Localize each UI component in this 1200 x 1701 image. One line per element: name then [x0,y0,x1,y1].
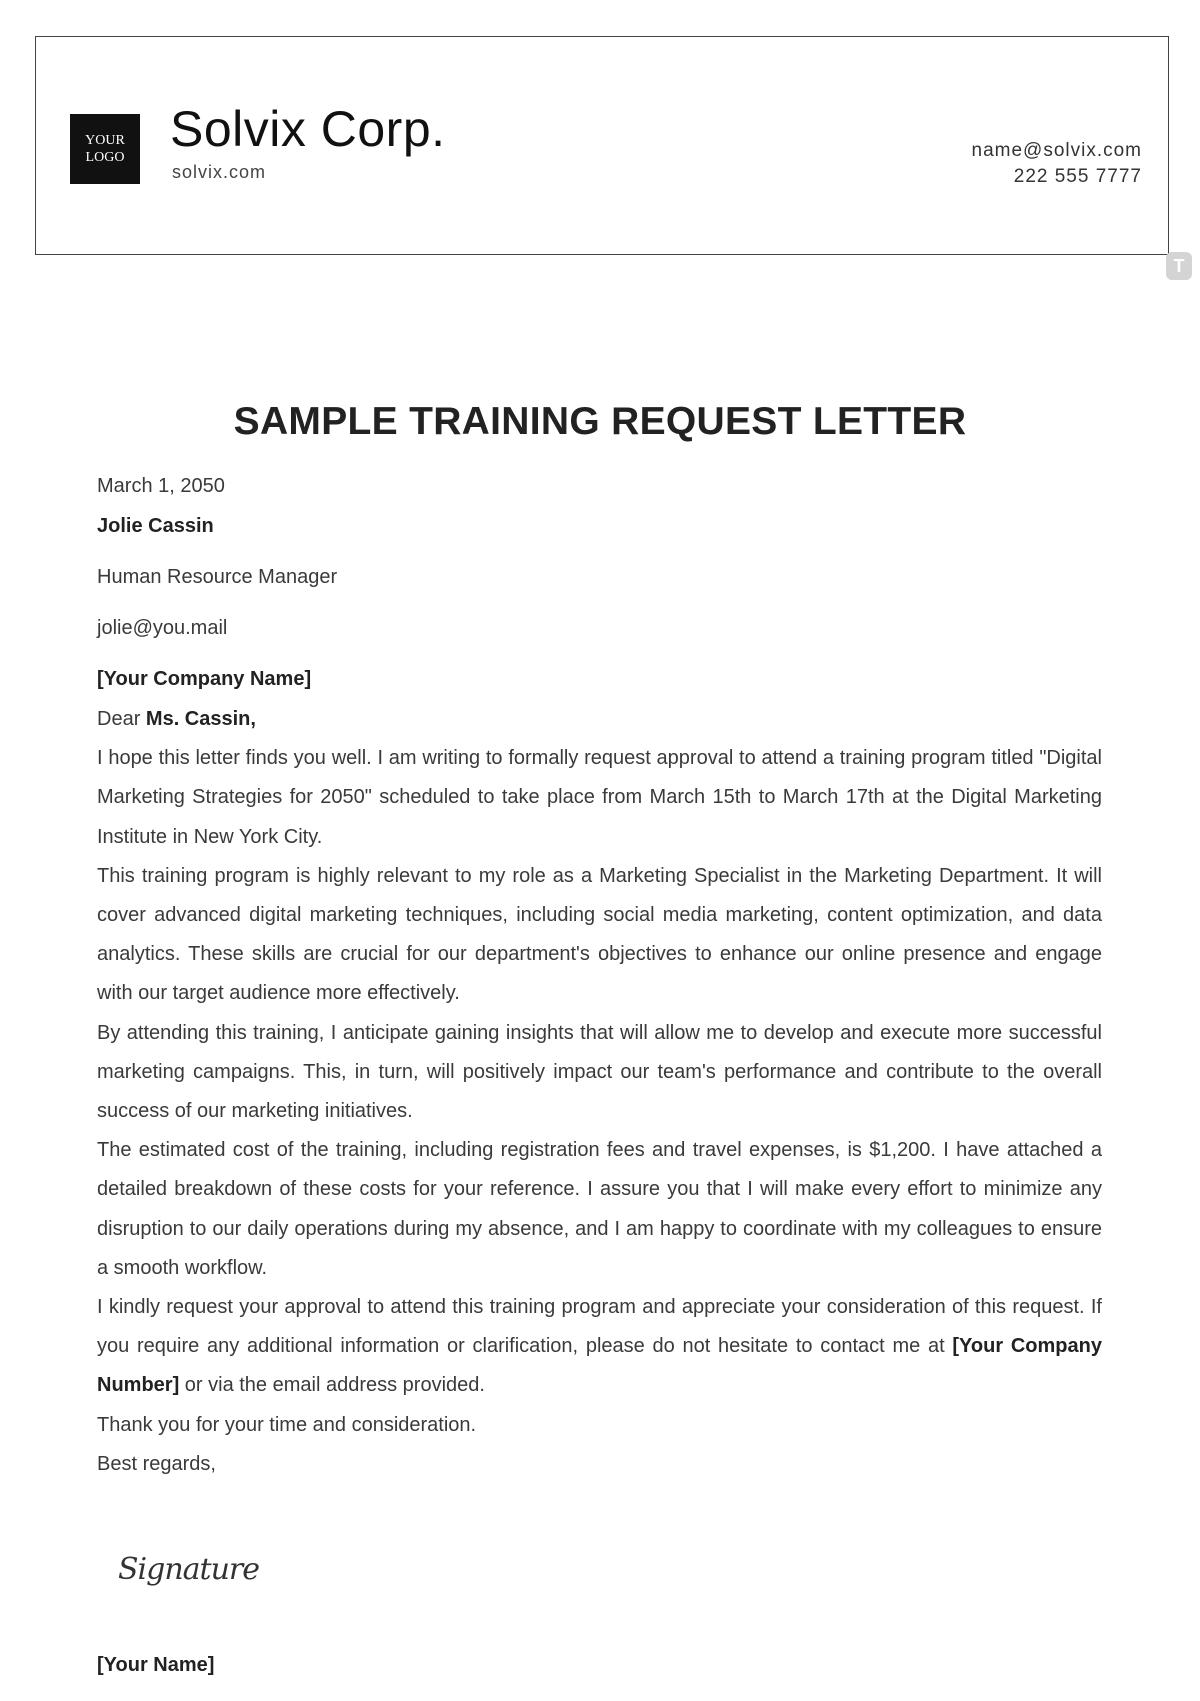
salutation [97,700,1102,739]
logo-placeholder [70,114,140,184]
page-title: SAMPLE TRAINING REQUEST LETTER [233,400,967,443]
paragraph [97,1288,1102,1406]
paragraph: The estimated cost of the training, including registration fees and travel expenses, is $1,200. I have attached a detailed breakdown of these costs for your reference. I assure you that I will make every effort to minimize any disruption to our daily operations during my absence, and I am happy to coordinate with my colleagues to ensure a smooth workflow. [97,1139,1102,1279]
company-website: solvix.com [172,162,267,182]
company-number-placeholder: [Your Company Number] [97,1335,1102,1397]
sender-name: [Your Name] [97,1654,215,1676]
company-phone: 222 555 7777 [1013,166,1142,187]
signature: Signature [118,1552,260,1587]
text-tool-icon[interactable]: T [1166,252,1192,280]
paragraph: This training program is highly relevant to my role as a Marketing Specialist in the Marketing Department. It will cover advanced digital marketing techniques, including social media marketing, content optimization, and data analytics. These skills are crucial for our department's objectives to enhance our online presence and engage with our target audience more effectively. [97,864,1102,1005]
company-name: Solvix Corp. [170,101,446,157]
recipient-email: jolie@you.mail [97,617,228,639]
recipient-role: Human Resource Manager [97,566,338,588]
letter-body [97,700,1102,1484]
salutation-name: Ms. Cassin, [145,708,256,730]
logo-text-line2: LOGO [85,150,125,165]
recipient-name: Jolie Cassin [97,515,214,537]
logo-text-line1: YOUR [85,133,125,148]
thanks-line: Thank you for your time and consideration. [97,1413,477,1436]
paragraph-text: I kindly request your approval to attend this training program and appreciate your consideration of this request. If you require any additional information or clarification, please do not hesitate to contact me at [97,1296,1102,1358]
letter-date: March 1, 2050 [97,475,225,497]
company-contact [972,138,1143,190]
closing-line: Best regards, [97,1452,216,1475]
paragraph: I hope this letter finds you well. I am writing to formally request approval to attend a training program titled "Digital Marketing Strategies for 2050" scheduled to take place from March 15th to March 17th at the Digital Marketing Institute in New York City. [97,747,1102,848]
company-email: name@solvix.com [971,140,1142,161]
paragraph-text: or via the email address provided. [179,1374,485,1397]
recipient-company: [Your Company Name] [97,668,312,690]
salutation-prefix: Dear [97,708,146,730]
paragraph: By attending this training, I anticipate gaining insights that will allow me to develop and execute more successful marketing campaigns. This, in turn, will positively impact our team's performance and contribute to the overall success of our marketing initiatives. [97,1021,1102,1123]
